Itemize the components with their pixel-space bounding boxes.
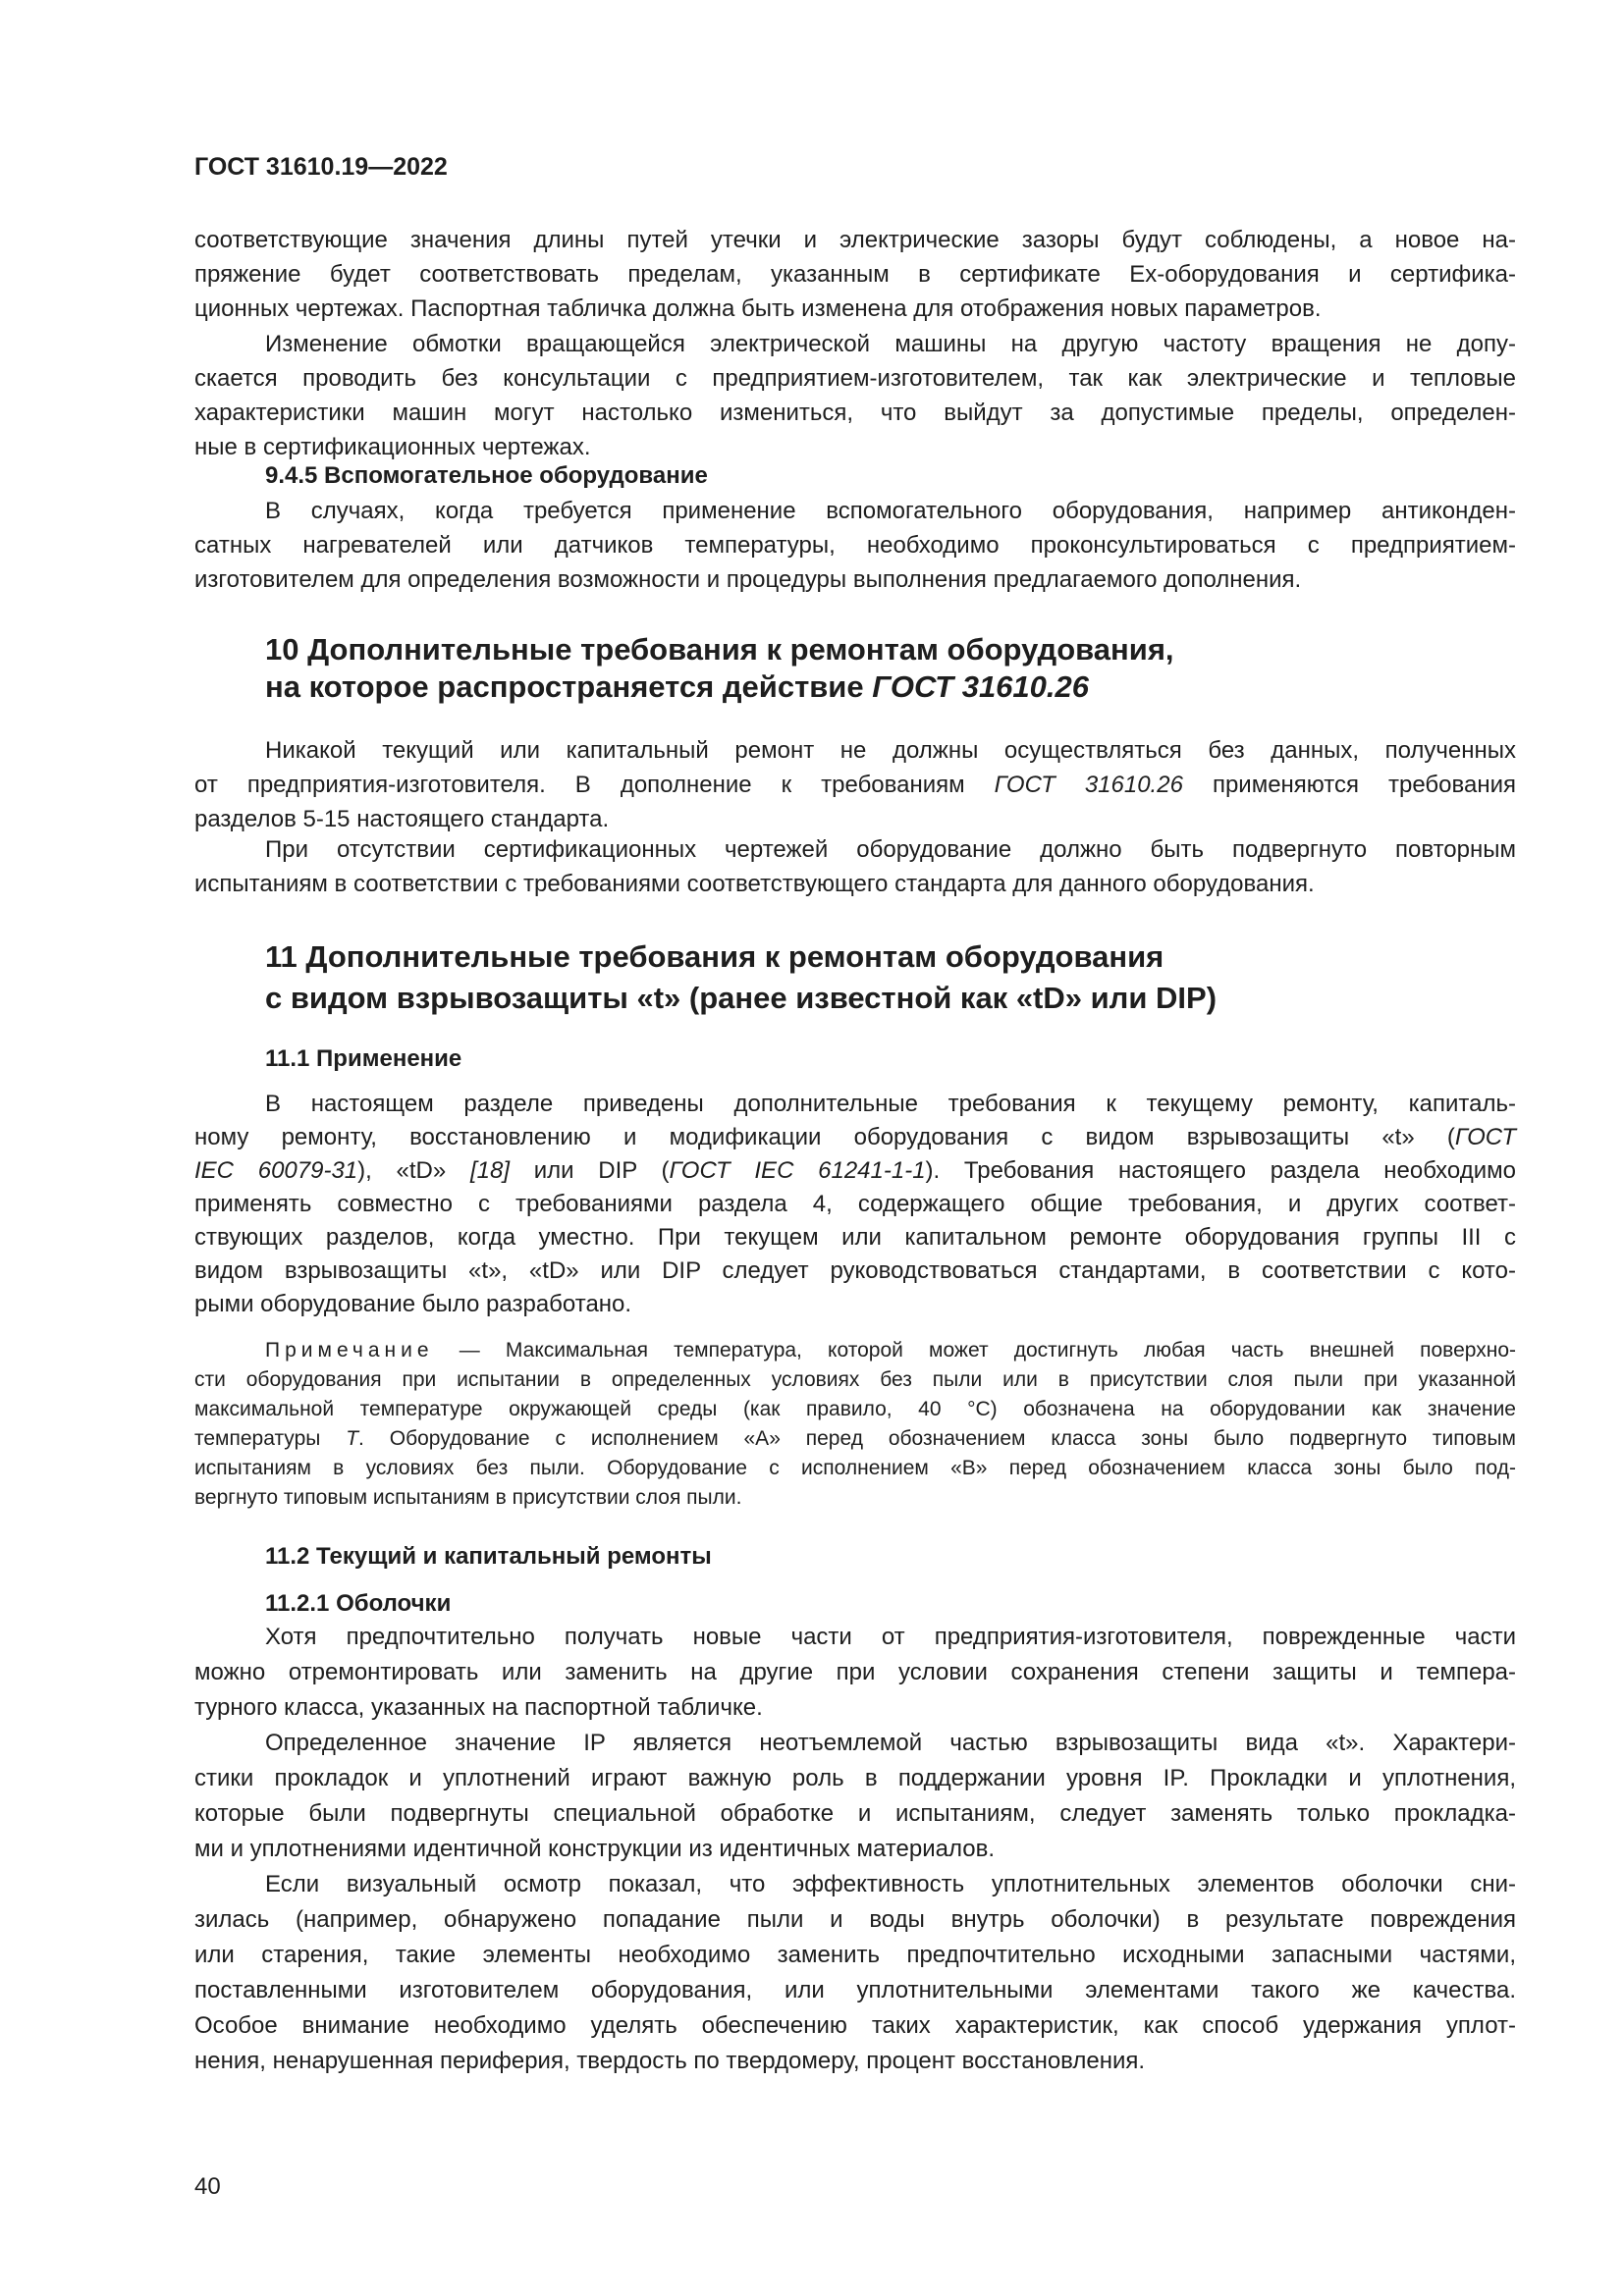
text-line: 10 Дополнительные требования к ремонтам оборудования, (265, 632, 1174, 667)
text-line: Особое внимание необходимо уделять обеспечению таких характеристик, как способ удержания уплот- (194, 2012, 1516, 2039)
text-segment: ). Требования настоящего раздела необходимо (925, 1157, 1516, 1184)
text-line: можно отремонтировать или заменить на другие при условии сохранения степени защиты и темпера- (194, 1659, 1516, 1685)
section-heading (194, 631, 1516, 706)
text-line: 11.2 Текущий и капитальный ремонты (265, 1543, 712, 1570)
text-line (194, 1154, 1516, 1188)
text-line: ционных чертежах. Паспортная табличка должна быть изменена для отображения новых параметров. (194, 295, 1322, 322)
text-line: испытаниям в соответствии с требованиями соответствующего стандарта для данного оборудования. (194, 871, 1315, 897)
italic-reference: T (346, 1427, 359, 1450)
text-segment: ному ремонту, восстановлению и модификации оборудования с видом взрывозащиты «t» ( (194, 1124, 1455, 1150)
text-line: стики прокладок и уплотнений играют важную роль в поддержании уровня IP. Прокладки и уплотнения, (194, 1765, 1516, 1791)
document-id: ГОСТ 31610.19—2022 (194, 153, 448, 181)
note (194, 1336, 1516, 1513)
text-line: поставленными изготовителем оборудования, или уплотнительными элементами такого же качества. (194, 1977, 1516, 2003)
text-line: максимальной температуре окружающей среды (как правило, 40 °С) обозначена на оборудовании как значение (194, 1398, 1516, 1420)
text-line: 11.1 Применение (265, 1045, 462, 1072)
paragraph (194, 494, 1516, 597)
italic-reference: ГОСТ 31610.26 (872, 669, 1090, 704)
text-line: Хотя предпочтительно получать новые части от предприятия-изготовителя, поврежденные части (265, 1624, 1516, 1650)
note-label: Примечание (265, 1339, 434, 1362)
text-line: турного класса, указанных на паспортной табличке. (194, 1694, 763, 1721)
text-line: с видом взрывозащиты «t» (ранее известной как «tD» или DIP) (265, 981, 1218, 1015)
paragraph (194, 1088, 1516, 1321)
text-line: сатных нагревателей или датчиков температуры, необходимо проконсультироваться с предприятием- (194, 532, 1516, 559)
italic-reference: ГОСТ 31610.26 (994, 772, 1183, 798)
text-line: нения, ненарушенная периферия, твердость по твердомеру, процент восстановления. (194, 2048, 1146, 2074)
text-line: скается проводить без консультации с предприятием-изготовителем, так как электрические и тепловые (194, 365, 1516, 392)
text-line: вергнуто типовым испытаниям в присутствии слоя пыли. (194, 1486, 742, 1509)
text-segment: на которое распространяется действие (265, 669, 873, 704)
text-line: 11 Дополнительные требования к ремонтам оборудования (265, 939, 1164, 974)
subsection-heading (194, 1587, 1516, 1621)
text-line (194, 1336, 1516, 1365)
paragraph (194, 1867, 1516, 2079)
text-line: применять совместно с требованиями раздела 4, содержащего общие требования, и других соответ- (194, 1191, 1516, 1217)
paragraph (194, 1726, 1516, 1867)
text-line: При отсутствии сертификационных чертежей оборудование должно быть подвергнуто повторным (265, 836, 1516, 863)
text-line: сти оборудования при испытании в определенных условиях без пыли или в присутствии слоя пыли при указанной (194, 1368, 1516, 1391)
text-line (194, 1121, 1516, 1154)
paragraph (194, 832, 1516, 901)
text-line (194, 668, 1516, 706)
paragraph (194, 327, 1516, 464)
document-header (194, 152, 1516, 182)
text-line: рыми оборудование было разработано. (194, 1291, 632, 1317)
text-segment: применяются требования (1182, 772, 1517, 798)
text-line: Определенное значение IP является неотъемлемой частью взрывозащиты вида «t». Характери- (265, 1730, 1516, 1756)
subsection-heading (194, 1042, 1516, 1076)
text-line: или старения, такие элементы необходимо заменить предпочтительно исходными запасными частями, (194, 1942, 1516, 1968)
paragraph (194, 223, 1516, 326)
subsection-heading (194, 458, 1516, 493)
text-line: пряжение будет соответствовать пределам, указанным в сертификате Ex-оборудования и сертифика- (194, 261, 1516, 288)
text-line: ствующих разделов, когда уместно. При текущем или капитальном ремонте оборудования группы III с (194, 1224, 1516, 1251)
paragraph (194, 733, 1516, 836)
text-line: зилась (например, обнаружено попадание пыли и воды внутрь оболочки) в результате повреждения (194, 1906, 1516, 1933)
text-line: характеристики машин могут настолько измениться, что выйдут за допустимые пределы, определен- (194, 400, 1516, 426)
text-line: ные в сертификационных чертежах. (194, 434, 591, 460)
text-line (194, 1424, 1516, 1454)
text-line: Изменение обмотки вращающейся электрической машины на другую частоту вращения не допу- (265, 331, 1516, 357)
text-line: 11.2.1 Оболочки (265, 1590, 452, 1617)
italic-reference: [18] (469, 1157, 510, 1184)
text-segment: температуры (194, 1427, 347, 1450)
text-segment: или DIP ( (510, 1157, 670, 1184)
text-segment: ), «tD» (357, 1157, 470, 1184)
section-heading (194, 936, 1516, 1019)
text-line: испытаниям в условиях без пыли. Оборудование с исполнением «В» перед обозначением класса зоны было под- (194, 1457, 1516, 1479)
text-line: В настоящем разделе приведены дополнительные требования к текущему ремонту, капиталь- (265, 1091, 1516, 1117)
text-line: Никакой текущий или капитальный ремонт не должны осуществляться без данных, полученных (265, 737, 1516, 764)
subsection-heading (194, 1540, 1516, 1574)
page-footer (194, 2172, 1516, 2202)
text-line: ми и уплотнениями идентичной конструкции из идентичных материалов. (194, 1836, 996, 1862)
page-number: 40 (194, 2173, 221, 2200)
text-segment: — Максимальная температура, которой может достигнуть любая часть внешней поверхно- (433, 1339, 1516, 1362)
paragraph (194, 1620, 1516, 1726)
text-line: 9.4.5 Вспомогательное оборудование (265, 462, 708, 489)
text-line (194, 768, 1516, 802)
text-line: которые были подвергнуты специальной обработке и испытаниям, следует заменять только прокладка- (194, 1800, 1516, 1827)
italic-reference: ГОСТ (1454, 1124, 1516, 1150)
text-segment: от предприятия-изготовителя. В дополнение к требованиям (194, 772, 995, 798)
text-line: соответствующие значения длины путей утечки и электрические зазоры будут соблюдены, а новое на- (194, 227, 1516, 253)
italic-reference: IEC 60079-31 (194, 1157, 358, 1184)
text-line: В случаях, когда требуется применение вспомогательного оборудования, например антиконден- (265, 498, 1516, 524)
text-line: разделов 5-15 настоящего стандарта. (194, 806, 610, 832)
text-line: видом взрывозащиты «t», «tD» или DIP следует руководствоваться стандартами, в соответствии с кото- (194, 1257, 1516, 1284)
text-segment: . Оборудование с исполнением «А» перед обозначением класса зоны было подвергнуто типовым (358, 1427, 1516, 1450)
italic-reference: ГОСТ IEC 61241-1-1 (669, 1157, 926, 1184)
text-line: изготовителем для определения возможности и процедуры выполнения предлагаемого дополнения. (194, 566, 1302, 593)
text-line: Если визуальный осмотр показал, что эффективность уплотнительных элементов оболочки сни- (265, 1871, 1516, 1897)
